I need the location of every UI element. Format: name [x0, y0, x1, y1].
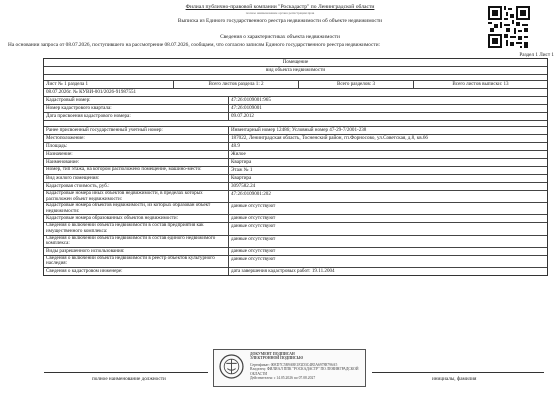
- qr-code-icon: [488, 6, 530, 48]
- field-value: 09.07.2012: [231, 113, 254, 119]
- field-label: Сведения о кадастровом инженере:: [44, 268, 229, 275]
- name-caption: инициалы, фамилия: [432, 376, 477, 382]
- total-sheets: Всего листов выписки: 13: [452, 81, 509, 87]
- field-row: [44, 97, 547, 105]
- field-row: [44, 151, 547, 159]
- field-value: 3097582.24: [231, 183, 256, 189]
- object-type-row: [44, 59, 547, 67]
- field-row: [44, 167, 547, 175]
- field-label: Сведения о включении объекта недвижимости в реестр объектов культурного наследия:: [44, 256, 229, 267]
- field-label: Кадастровая стоимость, руб.:: [44, 183, 229, 190]
- field-label: Виды разрешенного использования:: [44, 248, 229, 255]
- object-kind-row: [44, 67, 547, 75]
- authority-name: Филиал публично-правовой компании "Роскадастр" по Ленинградской области: [185, 4, 375, 10]
- field-value: данные отсутствуют: [231, 203, 276, 210]
- field-label: Кадастровый номер:: [44, 97, 229, 104]
- field-row: [44, 135, 547, 143]
- name-signature-line: [372, 372, 544, 373]
- field-value: Квартира: [231, 159, 252, 165]
- field-value: данные отсутствуют: [231, 215, 276, 222]
- sheet-info-row: [44, 81, 547, 89]
- sheets-in-section: Всего листов раздела 1: 2: [174, 81, 299, 88]
- field-value: Инвентарный номер 12486; Условный номер 47-29-7/2001-238: [231, 127, 367, 133]
- field-row: [44, 268, 547, 275]
- field-row: [44, 143, 547, 151]
- field-label: Кадастровые номера иных объектов недвижимости, в пределах которых расположен объект недвижимости:: [44, 191, 229, 202]
- total-sections: Всего разделов: 3: [299, 81, 414, 88]
- field-label: Площадь:: [44, 143, 229, 150]
- field-label: Кадастровые номера объектов недвижимости, из которых образован объект недвижимости:: [44, 203, 229, 214]
- object-type: Помещение: [282, 59, 309, 65]
- field-row: [44, 159, 547, 167]
- stamp-details: Сертификат: 00ED7C5B9A8E1F2D3C4B5A69788796A5 Владелец: ФИЛИАЛ ППК "РОСКАДАСТР" ПО ЛЕНИНГРАДСКОЙ ОБЛАСТИ Действителен: с 14.05.2026 по 07.08.2027: [250, 363, 359, 381]
- field-value: данные отсутствуют: [231, 235, 276, 242]
- date-number-row: [44, 89, 547, 97]
- document-title: Выписка из Единого государственного реестра недвижимости об объекте недвижимости: [177, 18, 383, 24]
- section-label: Раздел 1 Лист 1: [519, 52, 554, 58]
- field-row: [44, 175, 547, 183]
- position-signature-line: [44, 372, 208, 373]
- field-row: [44, 236, 547, 248]
- field-label: Дата присвоения кадастрового номера:: [44, 113, 229, 120]
- request-statement: На основании запроса от 08.07.2026, поступившего на рассмотрение 08.07.2026, сообщаем, что согласно записям Единого государственного реестра недвижимости:: [8, 42, 381, 48]
- field-value: дата завершения кадастровых работ: 19.11.2004: [231, 267, 335, 274]
- stamp-title: ДОКУМЕНТ ПОДПИСАН ЭЛЕКТРОННОЙ ПОДПИСЬЮ: [250, 352, 304, 361]
- field-label: Сведения о включении объекта недвижимости в состав предприятия как имущественного комплекса:: [44, 223, 229, 234]
- field-row: [44, 183, 547, 191]
- field-value: 48.9: [231, 143, 240, 149]
- field-value: данные отсутствуют: [231, 255, 276, 262]
- object-kind-caption: вид объекта недвижимости: [265, 67, 326, 73]
- field-row: [44, 203, 547, 215]
- document-subtitle: Сведения о характеристиках объекта недвижимости: [220, 34, 340, 40]
- field-value: Жилое: [231, 151, 246, 157]
- field-label: Номер, тип этажа, на котором расположено помещение, машино-место:: [44, 167, 229, 174]
- field-value: 47:26:0109001:202: [231, 191, 271, 197]
- position-caption: полное наименование должности: [92, 376, 166, 382]
- field-row: [44, 215, 547, 223]
- field-label: Кадастровые номера образованных объектов недвижимости:: [44, 215, 229, 222]
- emblem-icon: [219, 354, 244, 379]
- field-label: Назначение:: [44, 151, 229, 158]
- field-value: Этаж № 1: [231, 167, 253, 173]
- field-label: Наименование:: [44, 159, 229, 166]
- field-value: данные отсутствуют: [231, 223, 276, 230]
- authority-caption: полное наименование органа регистрации прав: [245, 11, 315, 15]
- field-row: [44, 248, 547, 256]
- field-value: 187022, Ленинградская область, Тосненский район, гп.Форносово, ул.Советская, д.8, кв.66: [231, 135, 428, 141]
- field-row: [44, 256, 547, 268]
- field-value: Квартира: [231, 175, 252, 181]
- electronic-signature-stamp: [213, 349, 366, 387]
- field-label: Сведения о включении объекта недвижимости в состав единого недвижимого комплекса:: [44, 236, 229, 247]
- sheet-number: Лист № 1 раздела 1: [44, 81, 174, 88]
- extract-table: [43, 58, 548, 276]
- field-value: 47:26:0109001:965: [231, 97, 271, 103]
- field-label: Номер кадастрового квартала:: [44, 105, 229, 112]
- field-label: Ранее присвоенный государственный учетный номер:: [44, 127, 229, 134]
- field-row: [44, 113, 547, 121]
- field-row: [44, 191, 547, 203]
- field-value: 47:26:0109001: [231, 105, 262, 111]
- field-label: Местоположение:: [44, 135, 229, 142]
- field-row: [44, 127, 547, 135]
- extract-date-number: 08.07.2026г. № КУВИ-001/2026-91987551: [46, 89, 137, 95]
- field-label: Вид жилого помещения:: [44, 175, 229, 182]
- field-value: данные отсутствуют: [231, 247, 276, 254]
- field-row: [44, 105, 547, 113]
- field-row: [44, 223, 547, 235]
